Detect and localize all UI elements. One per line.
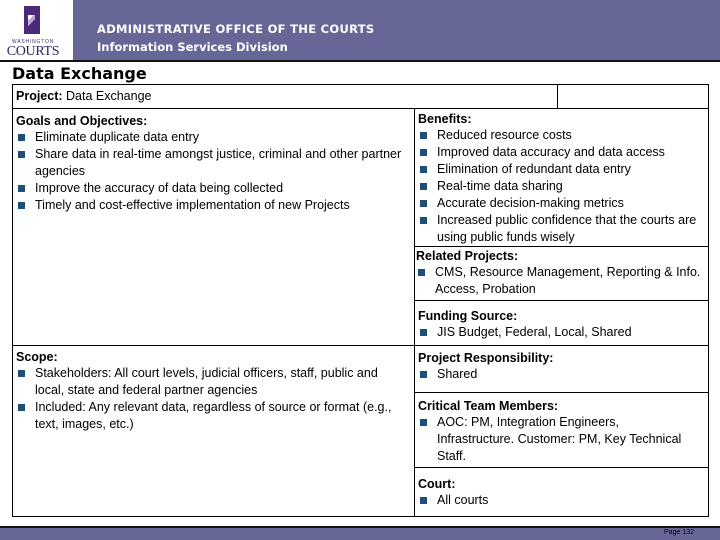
list-item: All courts	[418, 492, 706, 509]
left-divider	[12, 345, 415, 346]
list-item: Elimination of redundant data entry	[418, 161, 706, 178]
list-item: Share data in real-time amongst justice, criminal and other partner agencies	[16, 146, 410, 180]
page-number: Page 132	[664, 529, 694, 536]
list-item: Shared	[418, 366, 706, 383]
logo-area	[0, 0, 73, 60]
list-item: Eliminate duplicate data entry	[16, 129, 410, 146]
benefits-section	[418, 111, 706, 246]
list-item: Reduced resource costs	[418, 127, 706, 144]
benefits-list	[418, 127, 706, 246]
project-responsibility-section	[418, 350, 706, 383]
header-divider	[0, 60, 720, 62]
project-row	[12, 84, 558, 109]
funding-source-heading: Funding Source:	[418, 309, 518, 323]
related-projects-heading: Related Projects:	[416, 249, 519, 263]
scope-section	[16, 349, 410, 433]
project-responsibility-list	[418, 366, 706, 383]
logo-text-washington: WASHINGTON	[11, 39, 55, 45]
court-heading: Court:	[418, 477, 456, 491]
list-item: Improved data accuracy and data access	[418, 144, 706, 161]
court-list	[418, 492, 706, 509]
list-item: CMS, Resource Management, Reporting & Info. Access, Probation	[416, 264, 704, 298]
header-title: ADMINISTRATIVE OFFICE OF THE COURTS	[97, 22, 375, 36]
list-item: Increased public confidence that the courts are using public funds wisely	[418, 212, 706, 246]
header-subtitle: Information Services Division	[97, 40, 288, 54]
critical-team-heading: Critical Team Members:	[418, 399, 559, 413]
list-item: Stakeholders: All court levels, judicial officers, staff, public and local, state and federal partner agencies	[16, 365, 410, 399]
list-item: AOC: PM, Integration Engineers, Infrastructure. Customer: PM, Key Technical Staff.	[418, 414, 688, 465]
list-item: Improve the accuracy of data being collected	[16, 180, 410, 197]
project-value: Data Exchange	[62, 89, 152, 103]
benefits-heading: Benefits:	[418, 112, 472, 126]
list-item: JIS Budget, Federal, Local, Shared	[418, 324, 706, 341]
court-section	[418, 476, 706, 509]
scope-list	[16, 365, 410, 433]
project-row-empty-cell	[557, 84, 709, 109]
related-projects-section	[416, 248, 704, 298]
list-item: Included: Any relevant data, regardless of source or format (e.g., text, images, etc.)	[16, 399, 410, 433]
funding-source-list	[418, 324, 706, 341]
funding-source-section	[418, 308, 706, 341]
project-line	[16, 89, 152, 103]
related-projects-list	[416, 264, 704, 298]
logo-text-courts: COURTS	[6, 44, 60, 59]
goals-heading: Goals and Objectives:	[16, 114, 148, 128]
courts-logo-icon	[24, 6, 40, 34]
list-item: Accurate decision-making metrics	[418, 195, 706, 212]
scope-heading: Scope:	[16, 350, 58, 364]
goals-list	[16, 129, 410, 214]
critical-team-section	[418, 398, 688, 465]
project-label: Project:	[16, 89, 63, 103]
list-item: Timely and cost-effective implementation of new Projects	[16, 197, 410, 214]
critical-team-list	[418, 414, 688, 465]
page-title: Data Exchange	[12, 64, 147, 83]
goals-section	[16, 113, 410, 214]
project-responsibility-heading: Project Responsibility:	[418, 351, 554, 365]
list-item: Real-time data sharing	[418, 178, 706, 195]
footer-band	[0, 528, 720, 540]
